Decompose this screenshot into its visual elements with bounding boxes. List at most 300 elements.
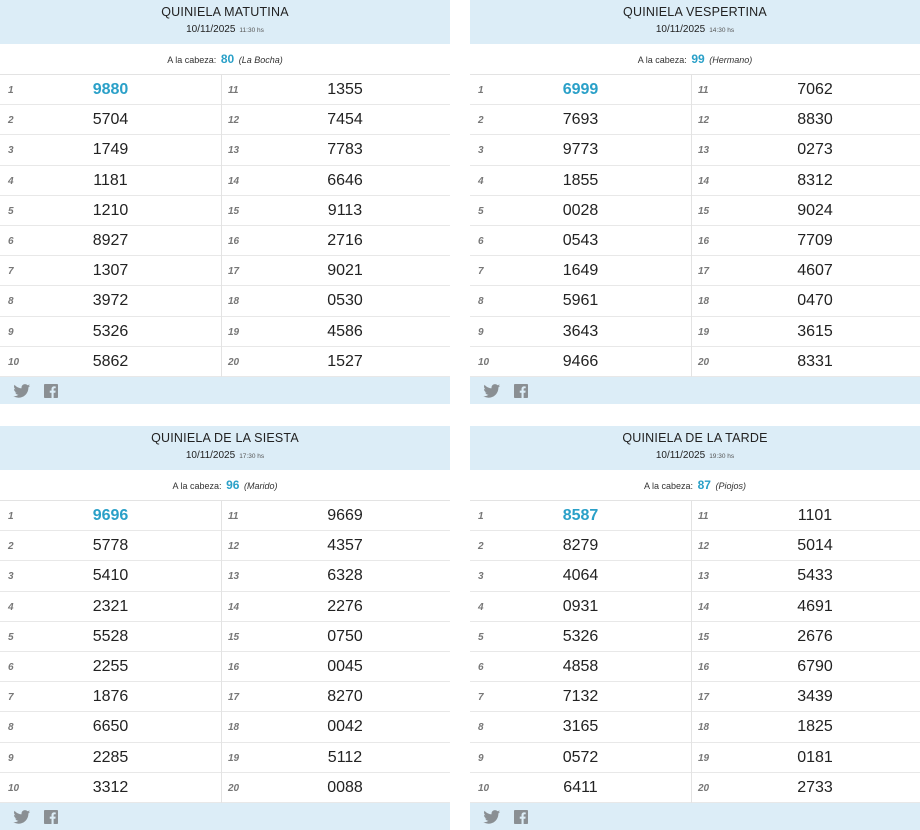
result-position: 5 [8,205,14,217]
result-number: 1210 [92,201,129,219]
result-number: 5704 [92,111,129,129]
result-row [0,652,221,682]
result-position: 19 [228,326,240,338]
result-row [470,501,691,531]
result-number: 3972 [92,292,129,310]
result-position: 10 [8,782,20,794]
result-position: 16 [228,661,240,673]
result-number: 1825 [797,718,833,736]
result-position: 7 [8,692,14,704]
result-row [222,743,450,773]
results-panel-2 [470,0,920,404]
result-row [470,531,691,561]
twitter-icon[interactable] [483,384,501,398]
result-position: 2 [478,115,484,127]
result-position: 18 [228,722,240,734]
result-row [222,105,450,135]
result-row [692,135,920,165]
result-number: 2676 [797,627,833,645]
result-number: 0931 [562,597,599,615]
result-row [222,317,450,347]
result-position: 16 [698,661,710,673]
result-number: 5112 [327,748,363,766]
result-number: 0470 [797,292,833,310]
result-row [222,166,450,196]
cabeza-meaning: (Hermano) [709,55,753,65]
cabeza-number: 87 [697,478,711,492]
result-row [470,226,691,256]
result-row [222,226,450,256]
result-number: 3615 [797,322,833,340]
result-position: 17 [228,692,240,704]
result-position: 4 [478,175,484,187]
result-position: 20 [698,782,710,794]
result-position: 1 [478,85,484,96]
result-position: 3 [8,145,14,157]
result-number: 5326 [92,322,129,340]
result-row [0,196,221,226]
result-number: 5014 [797,537,833,555]
draw-date-line [470,450,920,461]
twitter-icon[interactable] [13,810,31,824]
result-position: 19 [698,326,710,338]
result-row [0,622,221,652]
panel-footer [470,377,920,404]
panel-header [470,426,920,470]
result-number: 6650 [92,718,129,736]
result-row [0,135,221,165]
result-row [222,75,450,105]
panel-title: QUINIELA DE LA TARDE [622,431,768,445]
results-column-1-10 [0,501,222,803]
cabeza-meaning: (Piojos) [715,481,746,491]
result-number: 1101 [797,507,833,524]
result-row [470,561,691,591]
result-position: 15 [698,631,710,643]
result-position: 2 [8,115,14,127]
results-column-1-10 [470,75,692,377]
results-column-1-10 [470,501,692,803]
results-column-11-20 [692,75,920,377]
result-row [470,286,691,316]
result-number: 9880 [92,81,129,98]
result-number: 3643 [562,322,599,340]
result-position: 15 [228,631,240,643]
panel-footer [0,377,450,404]
result-number: 5862 [92,352,129,370]
draw-date: 10/11/2025 [655,450,706,461]
result-number: 8270 [327,688,363,706]
result-position: 8 [8,722,14,734]
cabeza-summary [0,470,450,501]
result-position: 20 [228,356,240,368]
facebook-icon[interactable] [514,810,528,824]
result-position: 18 [698,722,710,734]
result-position: 20 [698,356,710,368]
result-number: 2321 [92,597,129,615]
result-number: 3165 [562,718,599,736]
result-position: 1 [478,511,484,522]
results-column-11-20 [222,501,450,803]
result-position: 5 [478,205,484,217]
result-row [222,256,450,286]
result-number: 0530 [327,292,363,310]
result-position: 10 [8,356,20,368]
facebook-icon[interactable] [44,384,58,398]
result-position: 16 [698,235,710,247]
result-position: 7 [478,266,484,278]
result-number: 8312 [797,171,833,189]
result-number: 1855 [562,171,599,189]
result-row [692,712,920,742]
result-row [222,561,450,591]
result-position: 19 [698,752,710,764]
result-row [0,743,221,773]
result-row [470,622,691,652]
result-row [692,166,920,196]
result-number: 7062 [797,81,833,98]
result-row [692,592,920,622]
result-row [470,105,691,135]
result-number: 1181 [93,171,128,189]
result-row [222,773,450,803]
result-row [470,135,691,165]
result-row [0,561,221,591]
cabeza-meaning: (Marido) [243,481,278,491]
result-row [692,622,920,652]
result-number: 4357 [327,537,363,555]
result-number: 0028 [562,201,599,219]
result-position: 9 [8,752,14,764]
result-number: 0042 [327,718,363,736]
result-number: 2716 [327,231,363,249]
result-row [692,773,920,803]
result-number: 6646 [327,171,363,189]
result-position: 3 [478,145,484,157]
result-row [470,773,691,803]
result-row [222,622,450,652]
result-number: 0543 [562,231,599,249]
result-row [222,682,450,712]
result-row [0,501,221,531]
draw-time: 14:30 hs [709,27,735,34]
panel-footer [470,803,920,830]
result-number: 7454 [327,111,363,129]
result-number: 0750 [327,627,363,645]
twitter-icon[interactable] [13,384,31,398]
panel-title: QUINIELA DE LA SIESTA [151,431,299,445]
result-row [0,317,221,347]
result-number: 2285 [92,748,129,766]
result-number: 4064 [562,567,599,585]
cabeza-summary [0,44,450,75]
result-number: 7709 [797,231,833,249]
result-number: 5326 [562,627,599,645]
result-position: 16 [228,235,240,247]
result-row [692,561,920,591]
result-row [470,592,691,622]
results-column-1-10 [0,75,222,377]
results-grid [470,75,920,377]
results-grid [0,501,450,803]
results-panel-4 [470,426,920,830]
result-row [692,743,920,773]
result-number: 4858 [562,657,599,675]
result-position: 3 [478,571,484,583]
draw-time: 17:30 hs [239,453,265,460]
result-row [470,682,691,712]
panel-header [0,426,450,470]
result-number: 2255 [92,657,129,675]
result-row [222,196,450,226]
result-position: 14 [698,175,710,187]
result-number: 9021 [327,262,363,280]
result-number: 7783 [327,141,363,159]
cabeza-label: A la cabeza: [167,55,217,65]
result-position: 12 [698,115,710,127]
result-row [692,652,920,682]
result-row [470,743,691,773]
results-grid [470,501,920,803]
result-row [0,75,221,105]
result-row [470,256,691,286]
cabeza-summary [470,470,920,501]
result-row [222,286,450,316]
result-row [0,256,221,286]
result-row [692,682,920,712]
result-position: 13 [228,571,240,583]
result-number: 6328 [327,567,363,585]
result-number: 2733 [797,778,833,796]
result-row [470,166,691,196]
result-position: 9 [8,326,14,338]
draw-date-line [0,24,450,35]
result-number: 0088 [327,778,363,796]
result-number: 5778 [92,537,129,555]
result-row [0,682,221,712]
result-number: 1527 [327,352,363,370]
result-number: 4607 [797,262,833,280]
result-position: 13 [698,145,710,157]
result-number: 5961 [562,292,599,310]
panel-header [470,0,920,44]
result-number: 0572 [562,748,599,766]
result-position: 17 [228,266,240,278]
cabeza-label: A la cabeza: [637,55,687,65]
result-position: 6 [8,235,14,247]
result-position: 11 [228,85,239,96]
result-row [222,592,450,622]
result-row [470,317,691,347]
result-row [0,712,221,742]
result-number: 6790 [797,657,833,675]
result-row [692,286,920,316]
result-position: 14 [228,175,240,187]
result-position: 8 [478,722,484,734]
result-row [470,196,691,226]
result-row [692,347,920,377]
result-position: 8 [478,296,484,308]
result-number: 9773 [562,141,599,159]
result-position: 13 [698,571,710,583]
result-position: 11 [228,511,239,522]
result-row [0,166,221,196]
result-row [222,652,450,682]
result-row [692,105,920,135]
result-position: 19 [228,752,240,764]
result-number: 8830 [797,111,833,129]
result-position: 9 [478,752,484,764]
results-column-11-20 [222,75,450,377]
results-column-11-20 [692,501,920,803]
results-grid [0,75,450,377]
result-number: 8331 [797,352,833,370]
cabeza-number: 80 [220,52,235,66]
result-number: 5433 [797,567,833,585]
result-row [692,196,920,226]
result-position: 17 [698,266,710,278]
result-position: 1 [8,85,14,96]
result-row [0,592,221,622]
result-number: 0273 [797,141,833,159]
result-row [470,652,691,682]
result-position: 18 [698,296,710,308]
result-number: 9466 [562,352,599,370]
result-row [222,501,450,531]
result-row [692,531,920,561]
draw-date-line [470,24,920,35]
result-number: 1749 [92,141,129,159]
result-position: 17 [698,692,710,704]
result-position: 20 [228,782,240,794]
result-position: 5 [478,631,484,643]
result-number: 2276 [327,597,363,615]
result-number: 8927 [92,231,129,249]
result-number: 9024 [797,201,833,219]
result-row [222,135,450,165]
cabeza-number: 96 [226,478,240,492]
result-row [0,773,221,803]
result-number: 6999 [562,81,599,98]
result-position: 14 [228,601,240,613]
result-row [470,712,691,742]
cabeza-label: A la cabeza: [172,481,222,491]
result-row [222,531,450,561]
result-position: 8 [8,296,14,308]
result-position: 11 [698,85,709,96]
result-number: 3439 [797,688,833,706]
result-position: 7 [478,692,484,704]
result-row [692,226,920,256]
result-row [470,75,691,105]
result-row [470,347,691,377]
result-position: 1 [8,511,14,522]
cabeza-summary [470,44,920,75]
draw-date: 10/11/2025 [186,24,236,35]
result-row [692,501,920,531]
result-row [222,347,450,377]
result-number: 4691 [797,597,833,615]
result-row [222,712,450,742]
result-position: 14 [698,601,710,613]
result-position: 3 [8,571,14,583]
result-position: 6 [478,661,484,673]
result-position: 18 [228,296,240,308]
result-position: 15 [698,205,710,217]
panel-title: QUINIELA VESPERTINA [623,5,767,19]
result-number: 7132 [562,688,599,706]
result-number: 8587 [562,507,599,524]
result-row [0,105,221,135]
panel-title: QUINIELA MATUTINA [161,5,289,19]
draw-time: 19:30 hs [709,453,735,460]
result-number: 3312 [92,778,129,796]
result-number: 7693 [562,111,599,129]
result-row [692,75,920,105]
result-number: 6411 [563,778,598,796]
result-number: 4586 [327,322,363,340]
result-position: 2 [8,541,14,553]
result-position: 4 [8,601,14,613]
results-panel-3 [0,426,450,830]
result-number: 8279 [562,537,599,555]
result-position: 6 [8,661,14,673]
result-number: 5410 [92,567,129,585]
result-row [0,531,221,561]
result-number: 1876 [92,688,129,706]
cabeza-meaning: (La Bocha) [238,55,283,65]
panel-footer [0,803,450,830]
result-number: 1307 [92,262,129,280]
result-position: 2 [478,541,484,553]
draw-time: 11:30 hs [239,27,264,34]
result-position: 11 [698,511,709,522]
draw-date: 10/11/2025 [185,450,236,461]
cabeza-label: A la cabeza: [644,481,694,491]
result-row [0,347,221,377]
result-row [692,256,920,286]
result-position: 13 [228,145,240,157]
cabeza-number: 99 [691,52,705,66]
result-number: 1649 [562,262,599,280]
result-row [0,226,221,256]
result-number: 5528 [92,627,129,645]
result-number: 1355 [327,81,363,98]
facebook-icon[interactable] [514,384,528,398]
draw-date: 10/11/2025 [655,24,706,35]
result-number: 9669 [327,507,363,524]
result-position: 10 [478,356,490,368]
draw-date-line [0,450,450,461]
facebook-icon[interactable] [44,810,58,824]
results-panel-1 [0,0,450,404]
result-position: 12 [228,115,240,127]
result-position: 6 [478,235,484,247]
result-position: 9 [478,326,484,338]
result-row [692,317,920,347]
twitter-icon[interactable] [483,810,501,824]
result-position: 4 [8,175,14,187]
result-row [0,286,221,316]
result-position: 4 [478,601,484,613]
result-number: 0181 [797,748,833,766]
result-position: 10 [478,782,490,794]
result-position: 12 [698,541,710,553]
panel-header [0,0,450,44]
result-number: 9696 [92,507,129,524]
result-position: 12 [228,541,240,553]
result-number: 0045 [327,657,363,675]
